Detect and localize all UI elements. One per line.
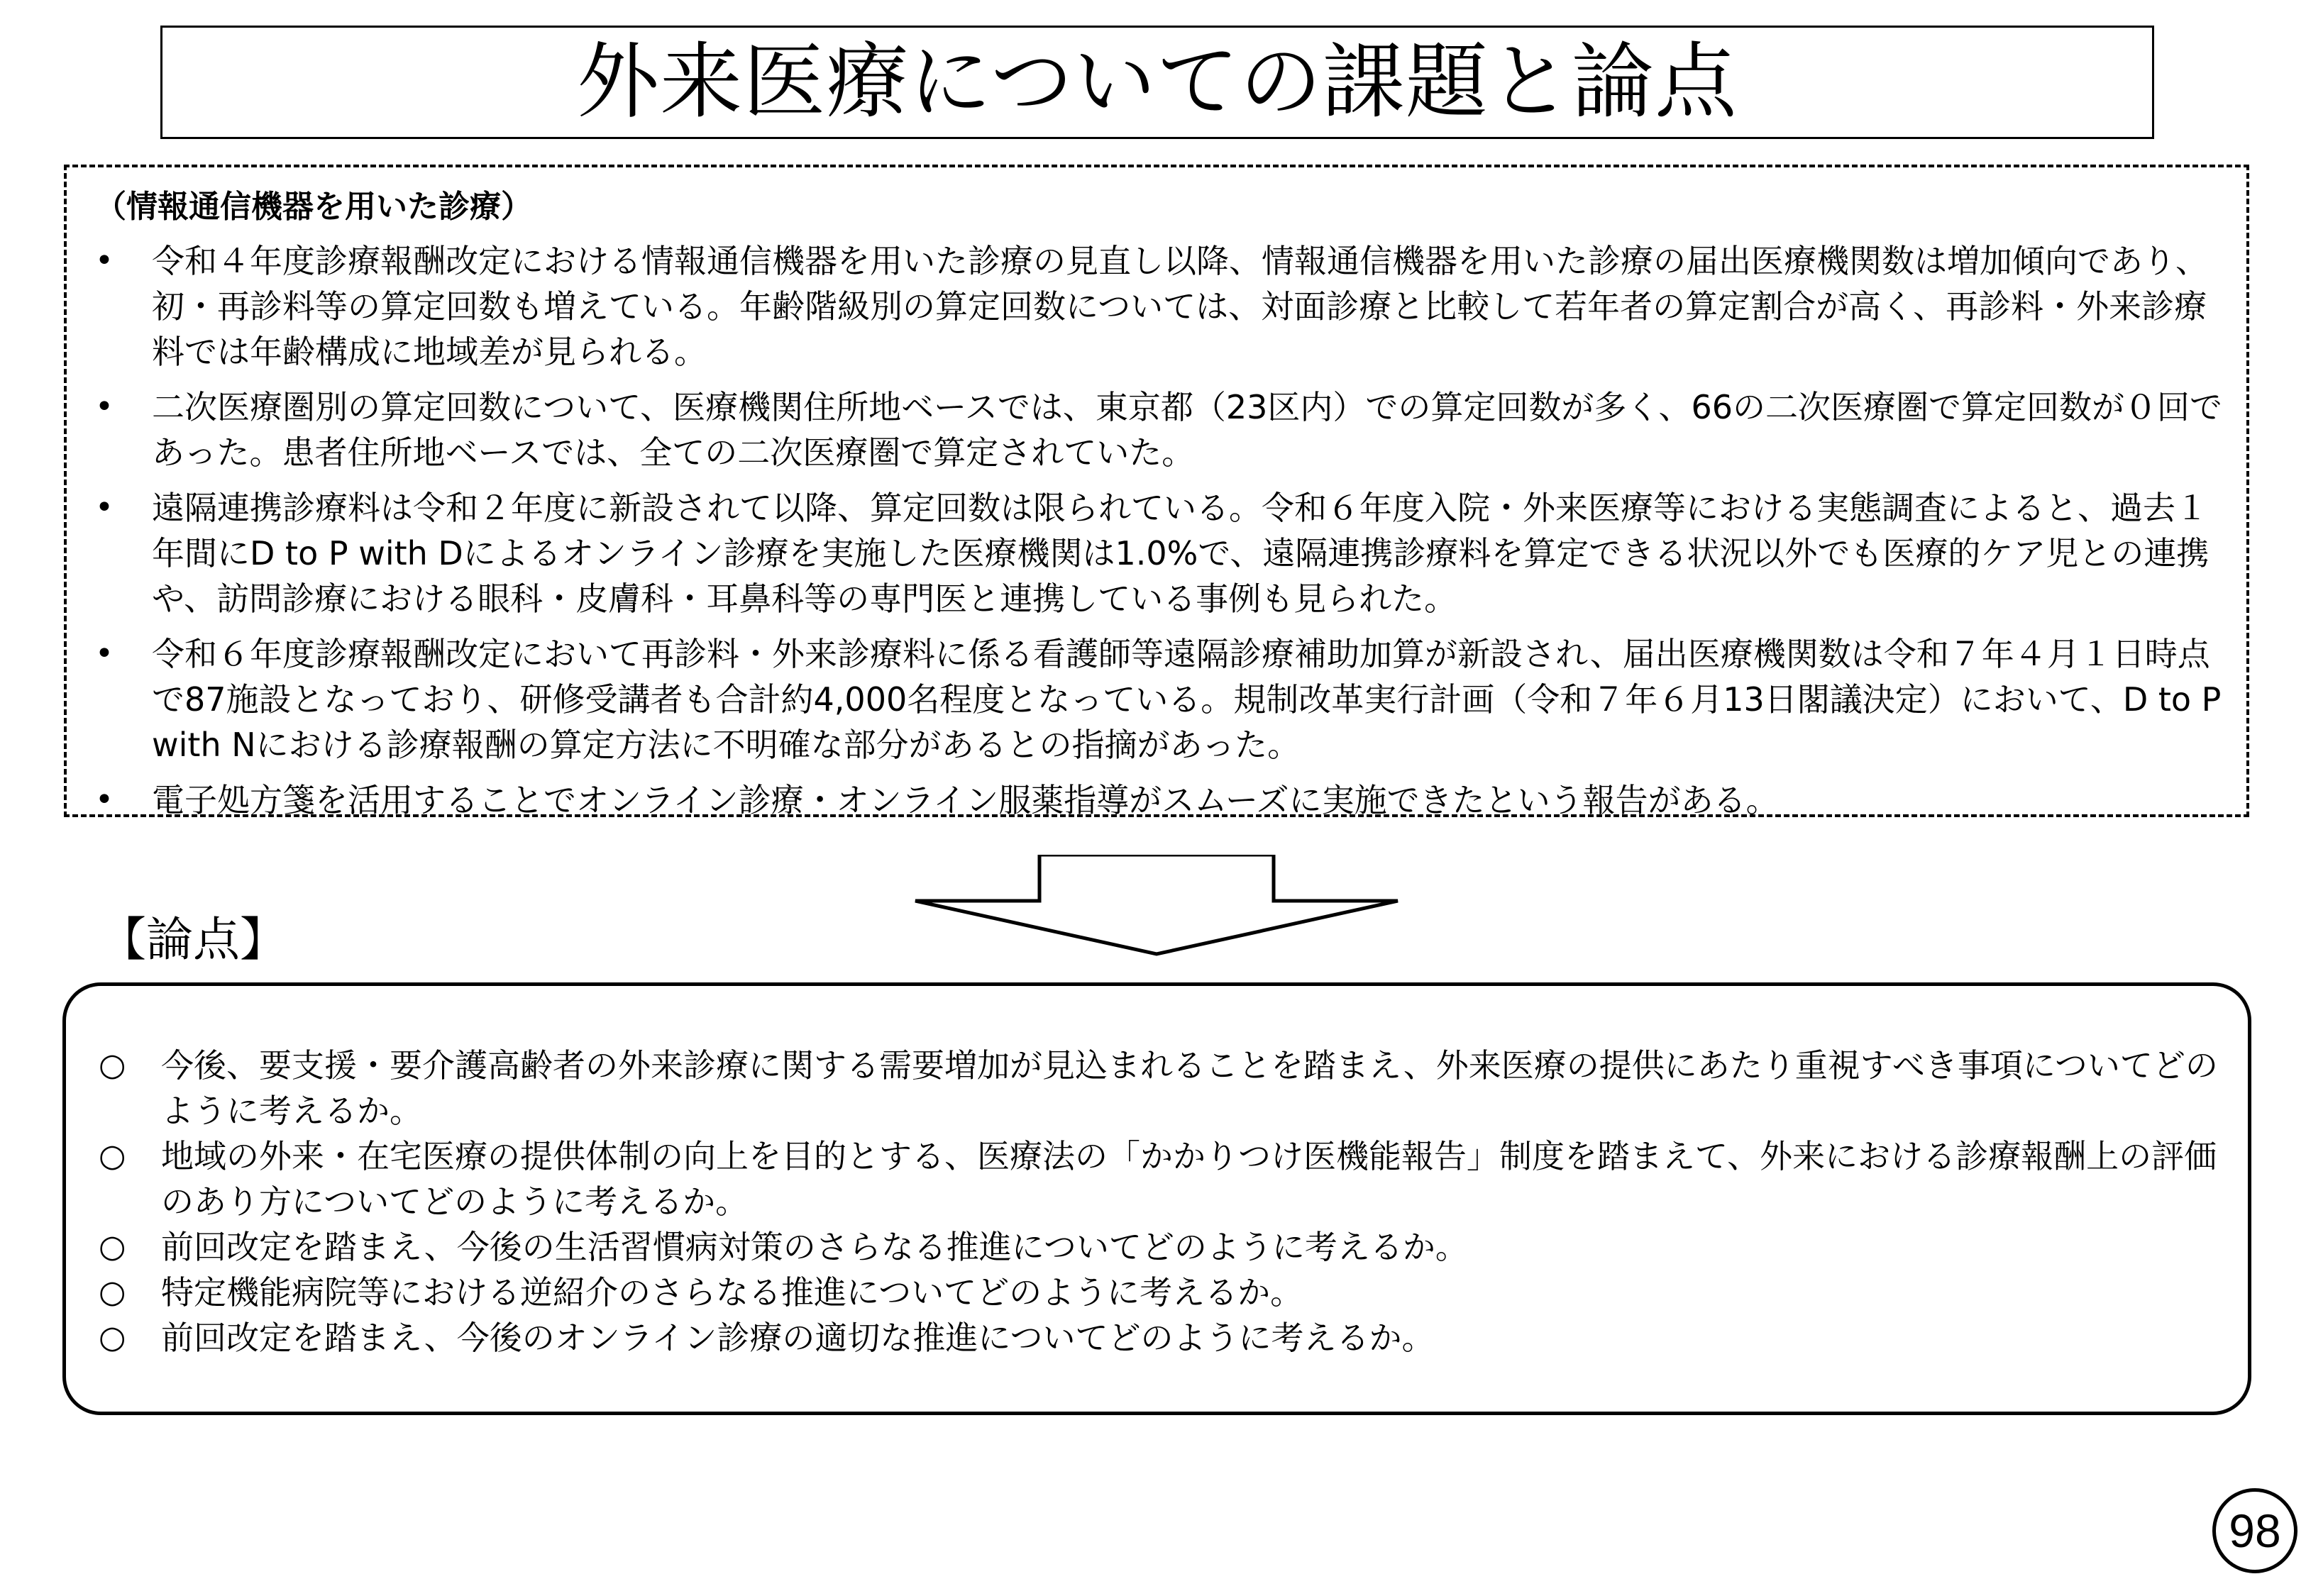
issue-text: 電子処方箋を活用することでオンライン診療・オンライン服薬指導がスムーズに実施できたという報告がある。 (152, 781, 1779, 819)
issue-text: 二次医療圏別の算定回数について、医療機関住所地ベースでは、東京都（23区内）での算定回数が多く、66の二次医療圏で算定回数が０回であった。患者住所地ベースでは、全ての二次医療圏で算定されていた。 (152, 388, 2223, 472)
ronten-label: 【論点】 (99, 912, 287, 967)
issue-item (88, 238, 2231, 375)
circle-icon: ○ (99, 1047, 126, 1083)
bullet-icon: • (95, 636, 114, 672)
ronten-item (99, 1043, 2220, 1134)
issue-item (88, 384, 2231, 475)
circle-icon: ○ (99, 1274, 126, 1310)
issues-list (88, 238, 2231, 833)
circle-icon: ○ (99, 1229, 126, 1265)
ronten-text: 前回改定を踏まえ、今後のオンライン診療の適切な推進についてどのように考えるか。 (161, 1319, 1435, 1357)
issue-item (88, 485, 2231, 621)
issue-text: 令和４年度診療報酬改定における情報通信機器を用いた診療の見直し以降、情報通信機器を用いた診療の届出医療機関数は増加傾向であり、初・再診料等の算定回数も増えている。年齢階級別の算定回数については、対面診療と比較して若年者の算定割合が高く、再診料・外来診療料では年齢構成に地域差が見られる。 (152, 242, 2208, 371)
bullet-icon: • (95, 389, 114, 425)
issue-text: 令和６年度診療報酬改定において再診料・外来診療料に係る看護師等遠隔診療補助加算が新設され、届出医療機関数は令和７年４月１日時点で87施設となっており、研修受講者も合計約4,000名程度となっている。規制改革実行計画（令和７年６月13日閣議決定）において、D to P with Nにおける診療報酬の算定方法に不明確な部分があるとの指摘があった。 (152, 635, 2222, 764)
ronten-list (99, 1043, 2220, 1361)
ronten-text: 特定機能病院等における逆紹介のさらなる推進についてどのように考えるか。 (161, 1273, 1303, 1312)
issue-item (88, 777, 2231, 823)
ronten-text: 今後、要支援・要介護高齢者の外来診療に関する需要増加が見込まれることを踏まえ、外来医療の提供にあたり重視すべき事項についてどのように考えるか。 (161, 1046, 2218, 1130)
ronten-item (99, 1315, 2220, 1361)
title-box (160, 26, 2154, 139)
page-number: 98 (2212, 1488, 2297, 1573)
circle-icon: ○ (99, 1319, 126, 1356)
bullet-icon: • (95, 243, 114, 279)
down-arrow-icon (908, 855, 1405, 961)
ronten-item (99, 1224, 2220, 1270)
ronten-item (99, 1134, 2220, 1224)
issue-item (88, 631, 2231, 767)
issues-heading: （情報通信機器を用いた診療） (95, 189, 532, 225)
ronten-text: 地域の外来・在宅医療の提供体制の向上を目的とする、医療法の「かかりつけ医機能報告」制度を踏まえて、外来における診療報酬上の評価のあり方についてどのように考えるか。 (161, 1137, 2217, 1221)
issue-text: 遠隔連携診療料は令和２年度に新設されて以降、算定回数は限られている。令和６年度入院・外来医療等における実態調査によると、過去１年間にD to P with Dによるオンライン診療を実施した医療機関は1.0%で、遠隔連携診療料を算定できる状況以外でも医療的ケア児との連携や、訪問診療における眼科・皮膚科・耳鼻科等の専門医と連携している事例も見られた。 (152, 489, 2210, 618)
bullet-icon: • (95, 489, 114, 526)
issues-box (64, 165, 2249, 817)
ronten-text: 前回改定を踏まえ、今後の生活習慣病対策のさらなる推進についてどのように考えるか。 (161, 1228, 1468, 1266)
ronten-box (62, 982, 2251, 1415)
circle-icon: ○ (99, 1138, 126, 1174)
ronten-item (99, 1270, 2220, 1315)
page-title: 外来医療についての課題と論点 (577, 34, 1738, 130)
bullet-icon: • (95, 782, 114, 818)
